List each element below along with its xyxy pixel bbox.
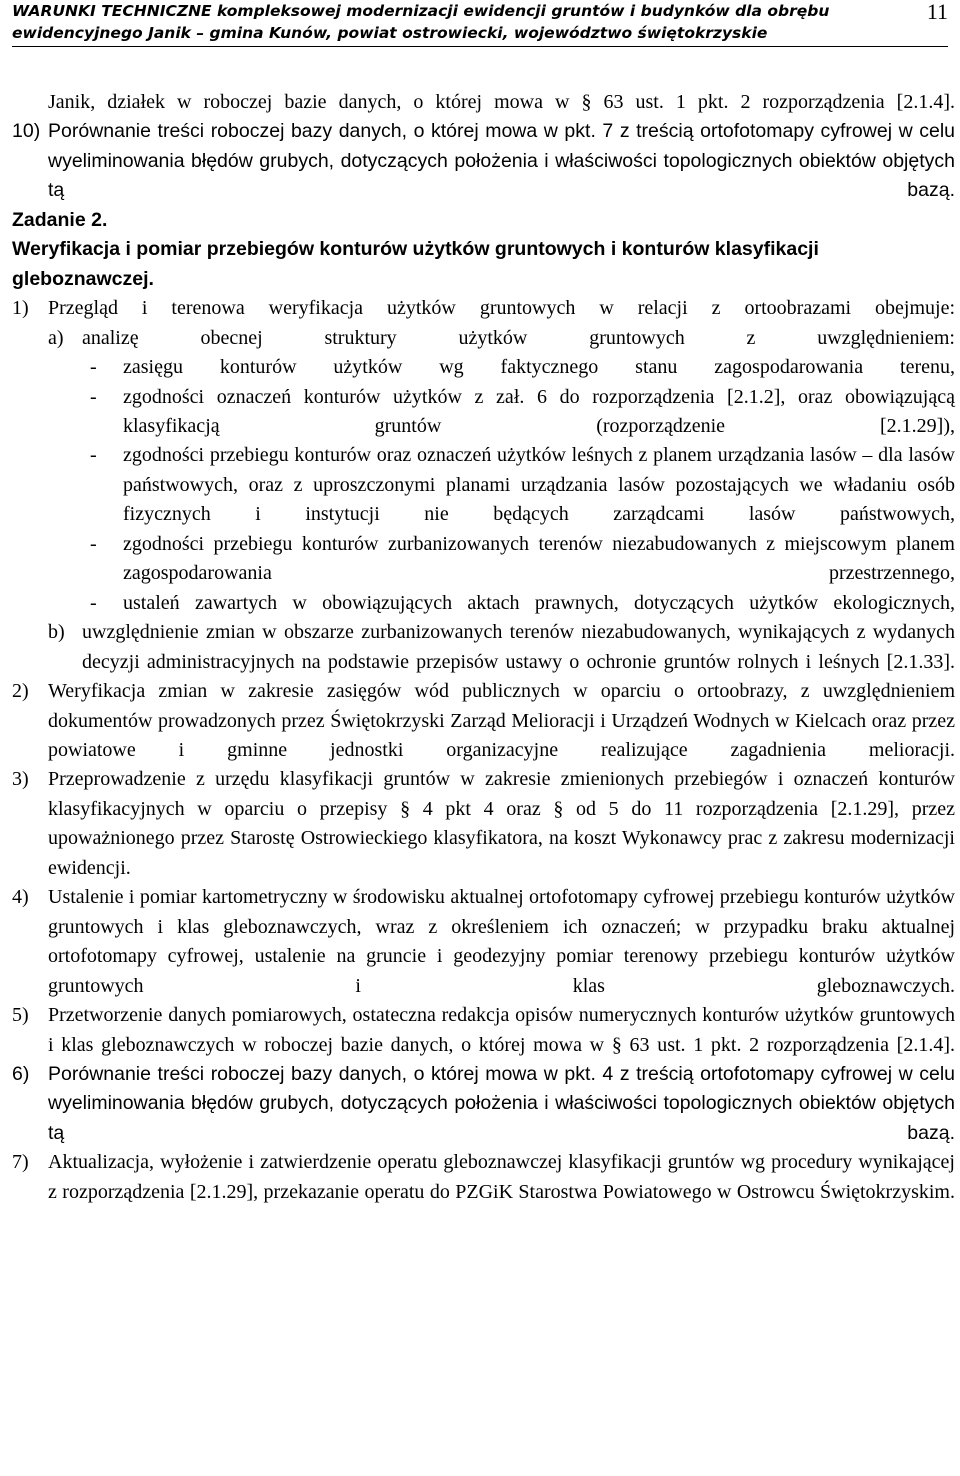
- sub-item-b: b) uwzględnienie zmian w obszarze zurbanizowanych terenów niezabudowanych, wynikających z wydanych decyzji administracyjnych na podstawie przepisów ustawy o ochronie gruntów rolnych i leśnych [2.1.33].: [48, 621, 955, 673]
- header-title-line1: WARUNKI TECHNICZNE kompleksowej modernizacji ewidencji gruntów i budynków dla obrębu: [12, 2, 830, 20]
- page-number: 11: [926, 0, 948, 24]
- dash-item: - zasięgu konturów użytków wg faktycznego stanu zagospodarowania terenu,: [90, 356, 955, 379]
- task-title: Zadanie 2.: [12, 208, 108, 231]
- item-text: Porównanie treści roboczej bazy danych, o której mowa w pkt. 7 z treścią ortofotomapy cyfrowej w celu wyeliminowania błędów grubych, dotyczących położenia i właściwości topologicznych obiektów objętych tą bazą.: [48, 120, 955, 202]
- header-title-line2: ewidencyjnego Janik – gmina Kunów, powiat ostrowiecki, województwo świętokrzyskie: [12, 24, 768, 42]
- dash-item: - ustaleń zawartych w obowiązujących aktach prawnych, dotyczących użytków ekologicznych,: [90, 591, 955, 614]
- sub-item-a: a) analizę obecnej struktury użytków gruntowych z uwzględnieniem:: [48, 326, 955, 349]
- document-body: [12, 88, 955, 1207]
- item-label: 10): [12, 120, 41, 143]
- list-item-3: 3) Przeprowadzenie z urzędu klasyfikacji gruntów w zakresie zmienionych przebiegów i oznaczeń konturów klasyfikacyjnych w oparciu o przepisy § 4 pkt 4 oraz § od 5 do 11 rozporządzenia [2.1.29], przez upoważnionego przez Starostę Ostrowieckiego klasyfikatora, na koszt Wykonawcy prac z zakresu modernizacji ewidencji.: [12, 768, 955, 879]
- dash-item: - zgodności oznaczeń konturów użytków z zał. 6 do rozporządzenia [2.1.2], oraz obowiązującą klasyfikacją gruntów (rozporządzenie [2.1.29]),: [90, 385, 955, 437]
- list-item-7: 7) Aktualizacja, wyłożenie i zatwierdzenie operatu gleboznawczej klasyfikacji gruntów wg procedury wynikającej z rozporządzenia [2.1.29], przekazanie operatu do PZGiK Starostwa Powiatowego w Ostrowcu Świętokrzyskim.: [12, 1151, 955, 1203]
- list-item-5: 5) Przetworzenie danych pomiarowych, ostateczna redakcja opisów numerycznych konturów użytków gruntowych i klas gleboznawczych w roboczej bazie danych, o której mowa w § 63 ust. 1 pkt. 2 rozporządzenia [2.1.4].: [12, 1004, 955, 1056]
- list-item-4: 4) Ustalenie i pomiar kartometryczny w środowisku aktualnej ortofotomapy cyfrowej przebiegu konturów użytków gruntowych i klas gleboznawczych, wraz z określeniem ich oznaczeń; w przypadku braku aktualnej ortofotomapy cyfrowej, ustalenie na gruncie i geodezyjny pomiar terenowy przebiegu konturów użytków gruntowych i klas gleboznawczych.: [12, 886, 955, 997]
- task-subtitle: Weryfikacja i pomiar przebiegów konturów użytków gruntowych i konturów klasyfikacji gleboznawczej.: [12, 238, 819, 290]
- list-item-10: [12, 117, 955, 205]
- list-item-6: 6) Porównanie treści roboczej bazy danych, o której mowa w pkt. 4 z treścią ortofotomapy cyfrowej w celu wyeliminowania błędów grubych, dotyczących położenia i właściwości topologicznych obiektów objętych tą bazą.: [12, 1062, 955, 1144]
- dash-item: - zgodności przebiegu konturów oraz oznaczeń użytków leśnych z planem urządzania lasów – dla lasów państwowych, oraz z uproszczonymi planami urządzania lasów pozostających we władaniu osób fizycznych i instytucji nie będących zarządcami lasów państwowych,: [90, 444, 955, 526]
- list-item-2: 2) Weryfikacja zmian w zakresie zasięgów wód publicznych w oparciu o ortoobrazy, z uwzględnieniem dokumentów prowadzonych przez Świętokrzyski Zarząd Melioracji i Urządzeń Wodnych w Kielcach oraz przez powiatowe i gminne jednostki organizacyjne realizujące zagadnienia melioracji.: [12, 680, 955, 761]
- dash-item: - zgodności przebiegu konturów zurbanizowanych terenów niezabudowanych z miejscowym planem zagospodarowania przestrzennego,: [90, 532, 955, 585]
- page-header: [12, 0, 948, 47]
- continued-paragraph: Janik, działek w roboczej bazie danych, o której mowa w § 63 ust. 1 pkt. 2 rozporządzenia [2.1.4].: [48, 91, 955, 113]
- list-item-1: 1) Przegląd i terenowa weryfikacja użytków gruntowych w relacji z ortoobrazami obejmuje:: [12, 297, 955, 320]
